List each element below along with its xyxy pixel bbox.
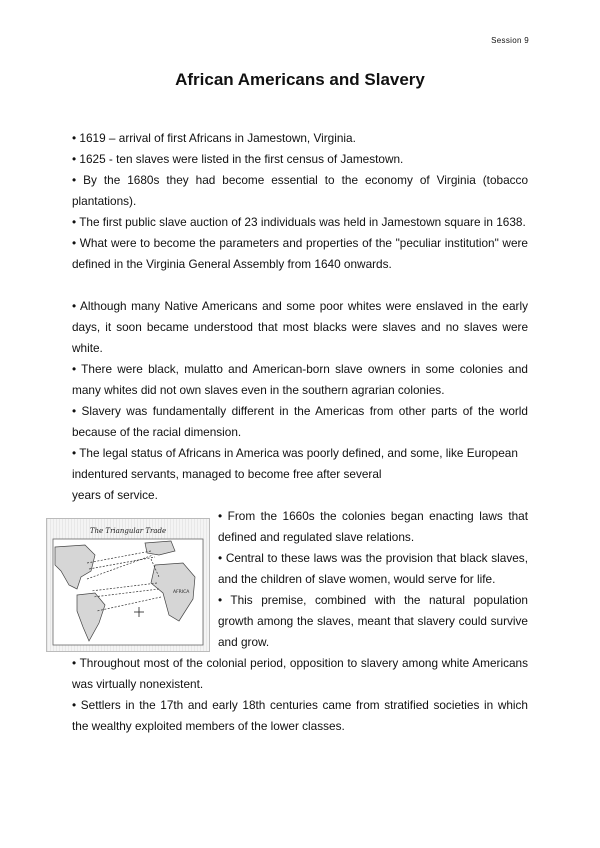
- bullet-arrival-1619: • 1619 – arrival of first Africans in Jamestown, Virginia.: [72, 131, 356, 145]
- bullet-legal-status: • The legal status of Africans in America was poorly defined, and some, like European indentured servants, managed to become free after several: [72, 446, 518, 481]
- bullet-racial-dimension: • Slavery was fundamentally different in the Americas from other parts of the world because of the racial dimension.: [72, 404, 528, 439]
- bullet-1660s-laws: • From the 1660s the colonies began enacting laws that defined and regulated slave relations.: [218, 509, 528, 544]
- bullet-economy-1680s: • By the 1680s they had become essential to the economy of Virginia (tobacco plantations).: [72, 173, 528, 208]
- bullet-census-1625: • 1625 - ten slaves were listed in the first census of Jamestown.: [72, 152, 404, 166]
- bullet-serve-for-life: • Central to these laws was the provision that black slaves, and the children of slave women, would serve for life.: [218, 551, 528, 586]
- bullet-opposition-nonexistent: • Throughout most of the colonial period, opposition to slavery among white Americans was virtually nonexistent.: [72, 656, 528, 691]
- bullet-stratified-societies: • Settlers in the 17th and early 18th centuries came from stratified societies in which the wealthy exploited members of the lower classes.: [72, 698, 528, 733]
- bullet-slave-auction-1638: • The first public slave auction of 23 individuals was held in Jamestown square in 1638.: [72, 215, 526, 229]
- map-illustration: [47, 519, 209, 651]
- bullet-legal-status-continued: years of service.: [72, 488, 158, 502]
- triangular-trade-map: [46, 518, 210, 652]
- bullet-native-americans: • Although many Native Americans and some poor whites were enslaved in the early days, it soon became understood that most blacks were slaves and no slaves were white.: [72, 299, 528, 355]
- document-body: [72, 128, 528, 737]
- bullet-peculiar-institution: • What were to become the parameters and properties of the "peculiar institution" were defined in the Virginia General Assembly from 1640 onwards.: [72, 236, 528, 271]
- bullet-slave-owners: • There were black, mulatto and American-born slave owners in some colonies and many whites did not own slaves even in the southern agrarian colonies.: [72, 362, 528, 397]
- page-title: African Americans and Slavery: [175, 70, 425, 89]
- map-caption: The Triangular Trade: [89, 527, 167, 535]
- bullet-population-growth: • This premise, combined with the natural population growth among the slaves, meant that slavery could survive and grow.: [218, 593, 528, 649]
- map-label-africa: AFRICA: [173, 590, 190, 595]
- session-label: Session 9: [491, 36, 529, 45]
